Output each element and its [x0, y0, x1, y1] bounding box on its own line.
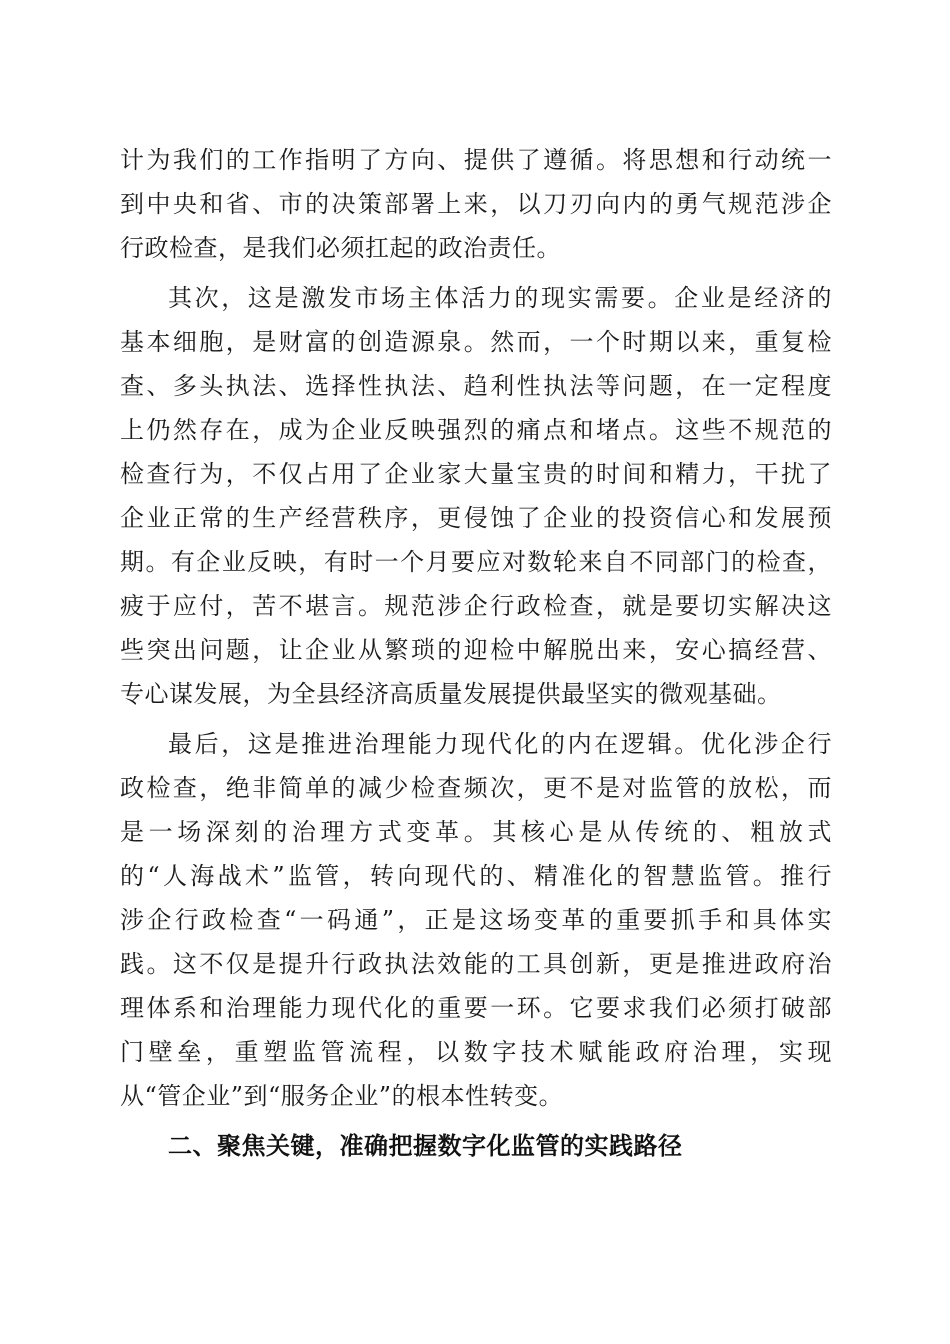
paragraph-1-line-3: 行政检查，是我们必须扛起的政治责任。 — [120, 234, 561, 262]
paragraph-2-line-8: 疲于应付，苦不堪言。规范涉企行政检查，就是要切实解决这 — [120, 592, 832, 620]
paragraph-1-line-1: 计为我们的工作指明了方向、提供了遵循。将思想和行动统一 — [120, 146, 832, 174]
paragraph-3-line-8: 门壁垒，重塑监管流程，以数字技术赋能政府治理，实现 — [120, 1038, 832, 1066]
paragraph-3-line-2: 政检查，绝非简单的减少检查频次，更不是对监管的放松，而 — [120, 774, 832, 802]
section-heading: 二、聚焦关键，准确把握数字化监管的实践路径 — [168, 1132, 683, 1160]
paragraph-2-line-7: 期。有企业反映，有时一个月要应对数轮来自不同部门的检查， — [120, 548, 832, 576]
paragraph-2-line-1: 其次，这是激发市场主体活力的现实需要。企业是经济的 — [168, 284, 832, 312]
paragraph-3-line-9: 从“管企业”到“服务企业”的根本性转变。 — [120, 1082, 564, 1110]
paragraph-2-line-4: 上仍然存在，成为企业反映强烈的痛点和堵点。这些不规范的 — [120, 416, 832, 444]
paragraph-2-line-6: 企业正常的生产经营秩序，更侵蚀了企业的投资信心和发展预 — [120, 504, 832, 532]
paragraph-3-line-3: 是一场深刻的治理方式变革。其核心是从传统的、粗放式 — [120, 818, 832, 846]
paragraph-2-line-10: 专心谋发展，为全县经济高质量发展提供最坚实的微观基础。 — [120, 680, 782, 708]
paragraph-3-line-1: 最后，这是推进治理能力现代化的内在逻辑。优化涉企行 — [168, 730, 832, 758]
paragraph-2-line-2: 基本细胞，是财富的创造源泉。然而，一个时期以来，重复检 — [120, 328, 832, 356]
paragraph-3-line-4: 的“人海战术”监管，转向现代的、精准化的智慧监管。推行 — [120, 862, 832, 890]
paragraph-3-line-7: 理体系和治理能力现代化的重要一环。它要求我们必须打破部 — [120, 994, 832, 1022]
paragraph-3-line-5: 涉企行政检查“一码通”，正是这场变革的重要抓手和具体实 — [120, 906, 832, 934]
paragraph-3-line-6: 践。这不仅是提升行政执法效能的工具创新，更是推进政府治 — [120, 950, 832, 978]
paragraph-2-line-5: 检查行为，不仅占用了企业家大量宝贵的时间和精力，干扰了 — [120, 460, 832, 488]
paragraph-1-line-2: 到中央和省、市的决策部署上来，以刀刃向内的勇气规范涉企 — [120, 190, 832, 218]
paragraph-2-line-3: 查、多头执法、选择性执法、趋利性执法等问题，在一定程度 — [120, 372, 832, 400]
paragraph-2-line-9: 些突出问题，让企业从繁琐的迎检中解脱出来，安心搞经营、 — [120, 636, 832, 664]
